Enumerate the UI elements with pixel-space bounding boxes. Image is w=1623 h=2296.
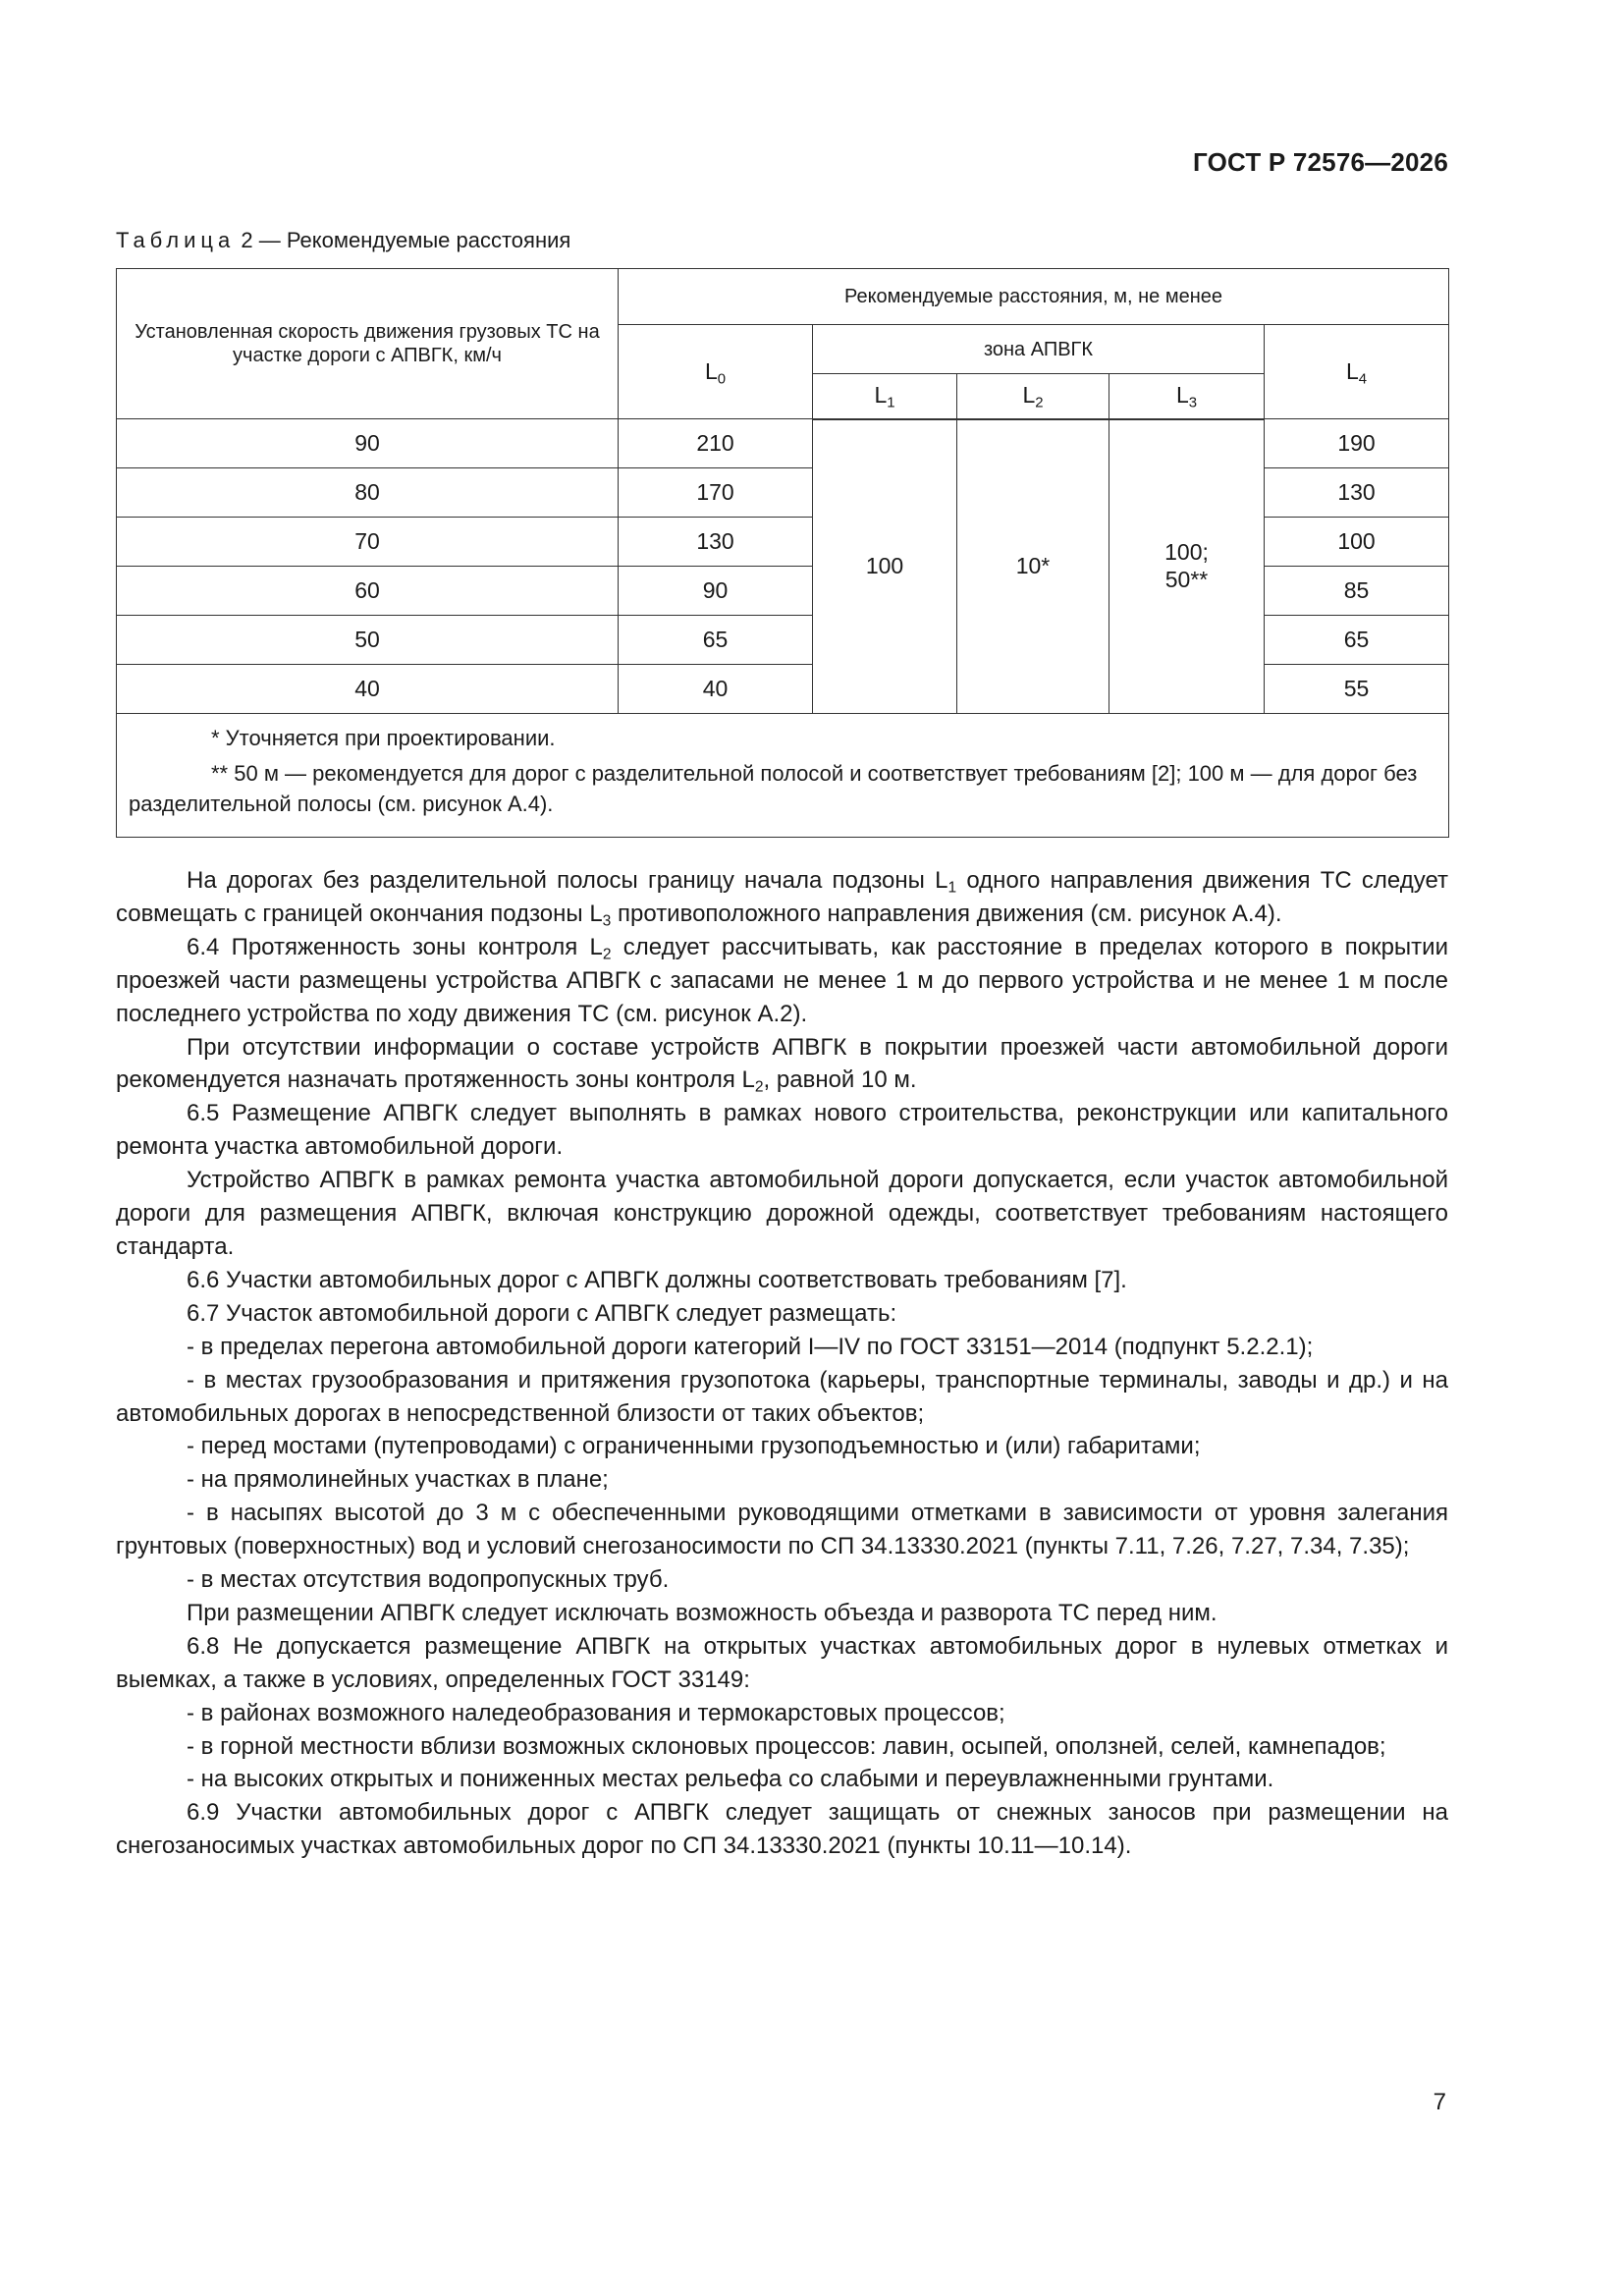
l4-cell: 85	[1265, 567, 1449, 616]
l2-header-base: L	[1022, 382, 1036, 409]
text-run: 6.4 Протяженность зоны контроля L	[187, 933, 603, 960]
table-caption-title: 2 — Рекомендуемые расстояния	[235, 228, 571, 252]
l0-cell: 210	[619, 419, 813, 468]
table-caption-prefix: Таблица	[116, 228, 236, 252]
speed-cell: 70	[117, 518, 619, 567]
l3-header-sub: 3	[1188, 394, 1198, 411]
list-item: - в горной местности вблизи возможных склоновых процессов: лавин, осыпей, оползней, селей, камнепадов;	[187, 1732, 1386, 1760]
table-header-row	[117, 269, 1449, 325]
speed-cell: 50	[117, 616, 619, 665]
speed-column-header: Установленная скорость движения грузовых ТС на участке дороги с АПВГК, км/ч	[117, 269, 619, 419]
paragraph: Устройство АПВГК в рамках ремонта участка автомобильной дороги допускается, если участок автомобильной дороги для размещения АПВГК, включая конструкцию дорожной одежды, соответствует требованиям настоящего стандарта.	[116, 1167, 1448, 1260]
l0-cell: 130	[619, 518, 813, 567]
l1-header-base: L	[874, 382, 888, 409]
speed-cell: 60	[117, 567, 619, 616]
page-number: 7	[1433, 2089, 1446, 2115]
subscript: 1	[947, 879, 957, 897]
l3-merged-cell	[1109, 419, 1265, 714]
paragraph: 6.6 Участки автомобильных дорог с АПВГК должны соответствовать требованиям [7].	[187, 1266, 1127, 1293]
table-caption	[116, 228, 570, 253]
subscript: 3	[602, 912, 612, 930]
l4-cell: 55	[1265, 665, 1449, 714]
text-run: При отсутствии информации о составе устройств АПВГК в покрытии проезжей части автомобильной дороги рекомендуется назначать протяженность зоны контроля L	[116, 1033, 1448, 1094]
l0-header-sub: 0	[717, 370, 727, 388]
text-run: , равной 10 м.	[763, 1066, 917, 1094]
paragraph: 6.7 Участок автомобильной дороги с АПВГК следует размещать:	[187, 1299, 897, 1327]
list-item: - перед мостами (путепроводами) с ограниченными грузоподъемностью и (или) габаритами;	[187, 1433, 1201, 1460]
l4-cell: 130	[1265, 468, 1449, 518]
subscript: 2	[754, 1079, 764, 1097]
list-item: - в местах грузообразования и притяжения грузопотока (карьеры, транспортные терминалы, заводы и др.) и на автомобильных дорогах в непосредственной близости от таких объектов;	[116, 1366, 1448, 1427]
distances-table	[116, 268, 1449, 838]
text-run: На дорогах без разделительной полосы границу начала подзоны L	[187, 867, 948, 894]
paragraph: 6.9 Участки автомобильных дорог с АПВГК следует защищать от снежных заносов при размещении на снегозаносимых участках автомобильных дорог по СП 34.13330.2021 (пункты 10.11—10.14).	[116, 1799, 1448, 1860]
table-row	[117, 419, 1449, 468]
l4-cell: 190	[1265, 419, 1449, 468]
l0-header	[619, 325, 813, 419]
list-item: - на прямолинейных участках в плане;	[187, 1466, 609, 1494]
speed-cell: 90	[117, 419, 619, 468]
paragraph	[116, 931, 1448, 1031]
l0-cell: 65	[619, 616, 813, 665]
text-run: одного направления движения ТС следует совмещать с границей окончания подзоны L	[116, 867, 1448, 927]
paragraph	[116, 864, 1448, 931]
paragraph: При размещении АПВГК следует исключать возможность объезда и разворота ТС перед ним.	[187, 1599, 1217, 1626]
zone-apvgk-header: зона АПВГК	[813, 325, 1265, 374]
speed-cell: 80	[117, 468, 619, 518]
l3-value-line1: 100;	[1164, 539, 1209, 566]
l4-header	[1265, 325, 1449, 419]
text-run: следует рассчитывать, как расстояние в пределах которого в покрытии проезжей части размещены устройства АПВГК с запасами не менее 1 м до первого устройства и не менее 1 м после последнего устройства по ходу движения ТС (см. рисунок А.2).	[116, 933, 1448, 1027]
list-item: - в насыпях высотой до 3 м с обеспеченными руководящими отметками в зависимости от уровня залегания грунтовых (поверхностных) вод и условий снегозаносимости по СП 34.13330.2021 (пункты 7.11, 7.26, 7.27, 7.34, 7.35);	[116, 1500, 1448, 1560]
l0-cell: 170	[619, 468, 813, 518]
l4-cell: 100	[1265, 518, 1449, 567]
l1-merged-cell: 100	[813, 419, 957, 714]
table-note-1: * Уточняется при проектировании.	[211, 726, 556, 750]
l2-header	[957, 374, 1109, 419]
list-item: - в пределах перегона автомобильной дороги категорий I—IV по ГОСТ 33151—2014 (подпункт 5.2.2.1);	[187, 1333, 1314, 1360]
document-id: ГОСТ Р 72576—2026	[1193, 147, 1448, 177]
l2-header-sub: 2	[1035, 394, 1044, 411]
subscript: 2	[602, 946, 612, 963]
l4-header-base: L	[1345, 357, 1359, 384]
l3-header	[1109, 374, 1265, 419]
paragraph: 6.8 Не допускается размещение АПВГК на открытых участках автомобильных дорог в нулевых отметках и выемках, а также в условиях, определенных ГОСТ 33149:	[116, 1632, 1448, 1693]
list-item: - в местах отсутствия водопропускных труб.	[187, 1566, 670, 1594]
paragraph	[116, 1031, 1448, 1098]
list-item: - на высоких открытых и пониженных местах рельефа со слабыми и переувлажненными грунтами.	[187, 1766, 1274, 1793]
paragraph: 6.5 Размещение АПВГК следует выполнять в рамках нового строительства, реконструкции или капитального ремонта участка автомобильной дороги.	[116, 1100, 1448, 1161]
l4-cell: 65	[1265, 616, 1449, 665]
l4-header-sub: 4	[1358, 370, 1368, 388]
speed-cell: 40	[117, 665, 619, 714]
l0-header-base: L	[704, 357, 718, 384]
table-note-2: ** 50 м — рекомендуется для дорог с разделительной полосой и соответствует требованиям [2]; 100 м — для дорог без разделительной полосы (см. рисунок А.4).	[129, 761, 1418, 816]
list-item: - в районах возможного наледеобразования и термокарстовых процессов;	[187, 1699, 1005, 1726]
table-notes-row	[117, 714, 1449, 838]
table-notes	[117, 714, 1449, 838]
l1-header	[813, 374, 957, 419]
l3-header-base: L	[1175, 382, 1189, 409]
body-text	[116, 864, 1448, 1863]
l0-cell: 90	[619, 567, 813, 616]
distances-group-header: Рекомендуемые расстояния, м, не менее	[619, 269, 1449, 325]
l1-header-sub: 1	[887, 394, 895, 411]
l3-value-line2: 50**	[1164, 566, 1209, 592]
text-run: противоположного направления движения (см. рисунок А.4).	[611, 900, 1282, 927]
l2-merged-cell: 10*	[957, 419, 1109, 714]
l0-cell: 40	[619, 665, 813, 714]
